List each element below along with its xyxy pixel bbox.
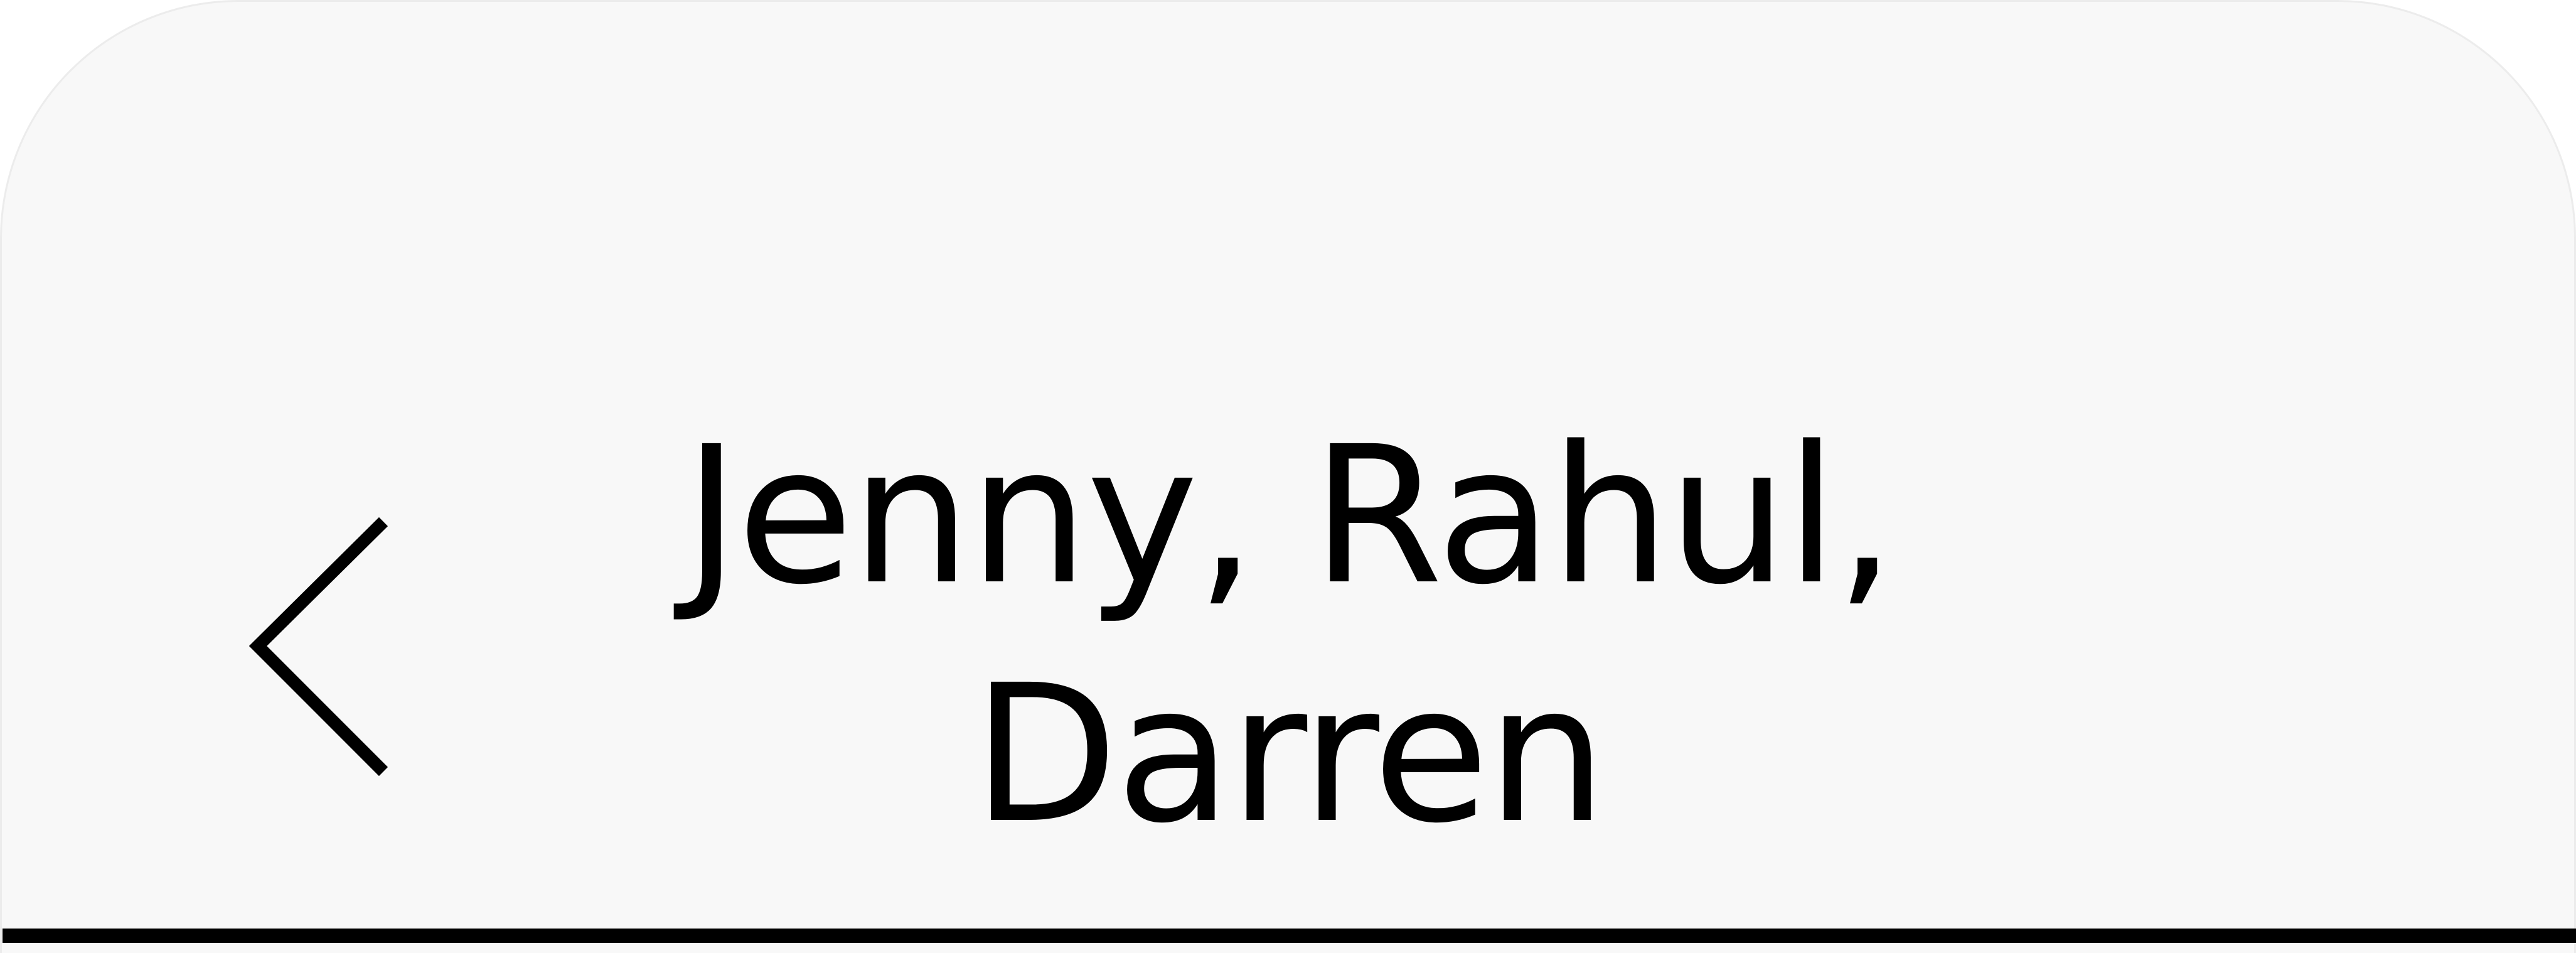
header-bottom-divider <box>3 929 2576 943</box>
back-button[interactable] <box>228 492 416 793</box>
conversation-title: Jenny, Rahul, Darren <box>683 406 1893 865</box>
chevron-left-icon <box>228 492 416 793</box>
